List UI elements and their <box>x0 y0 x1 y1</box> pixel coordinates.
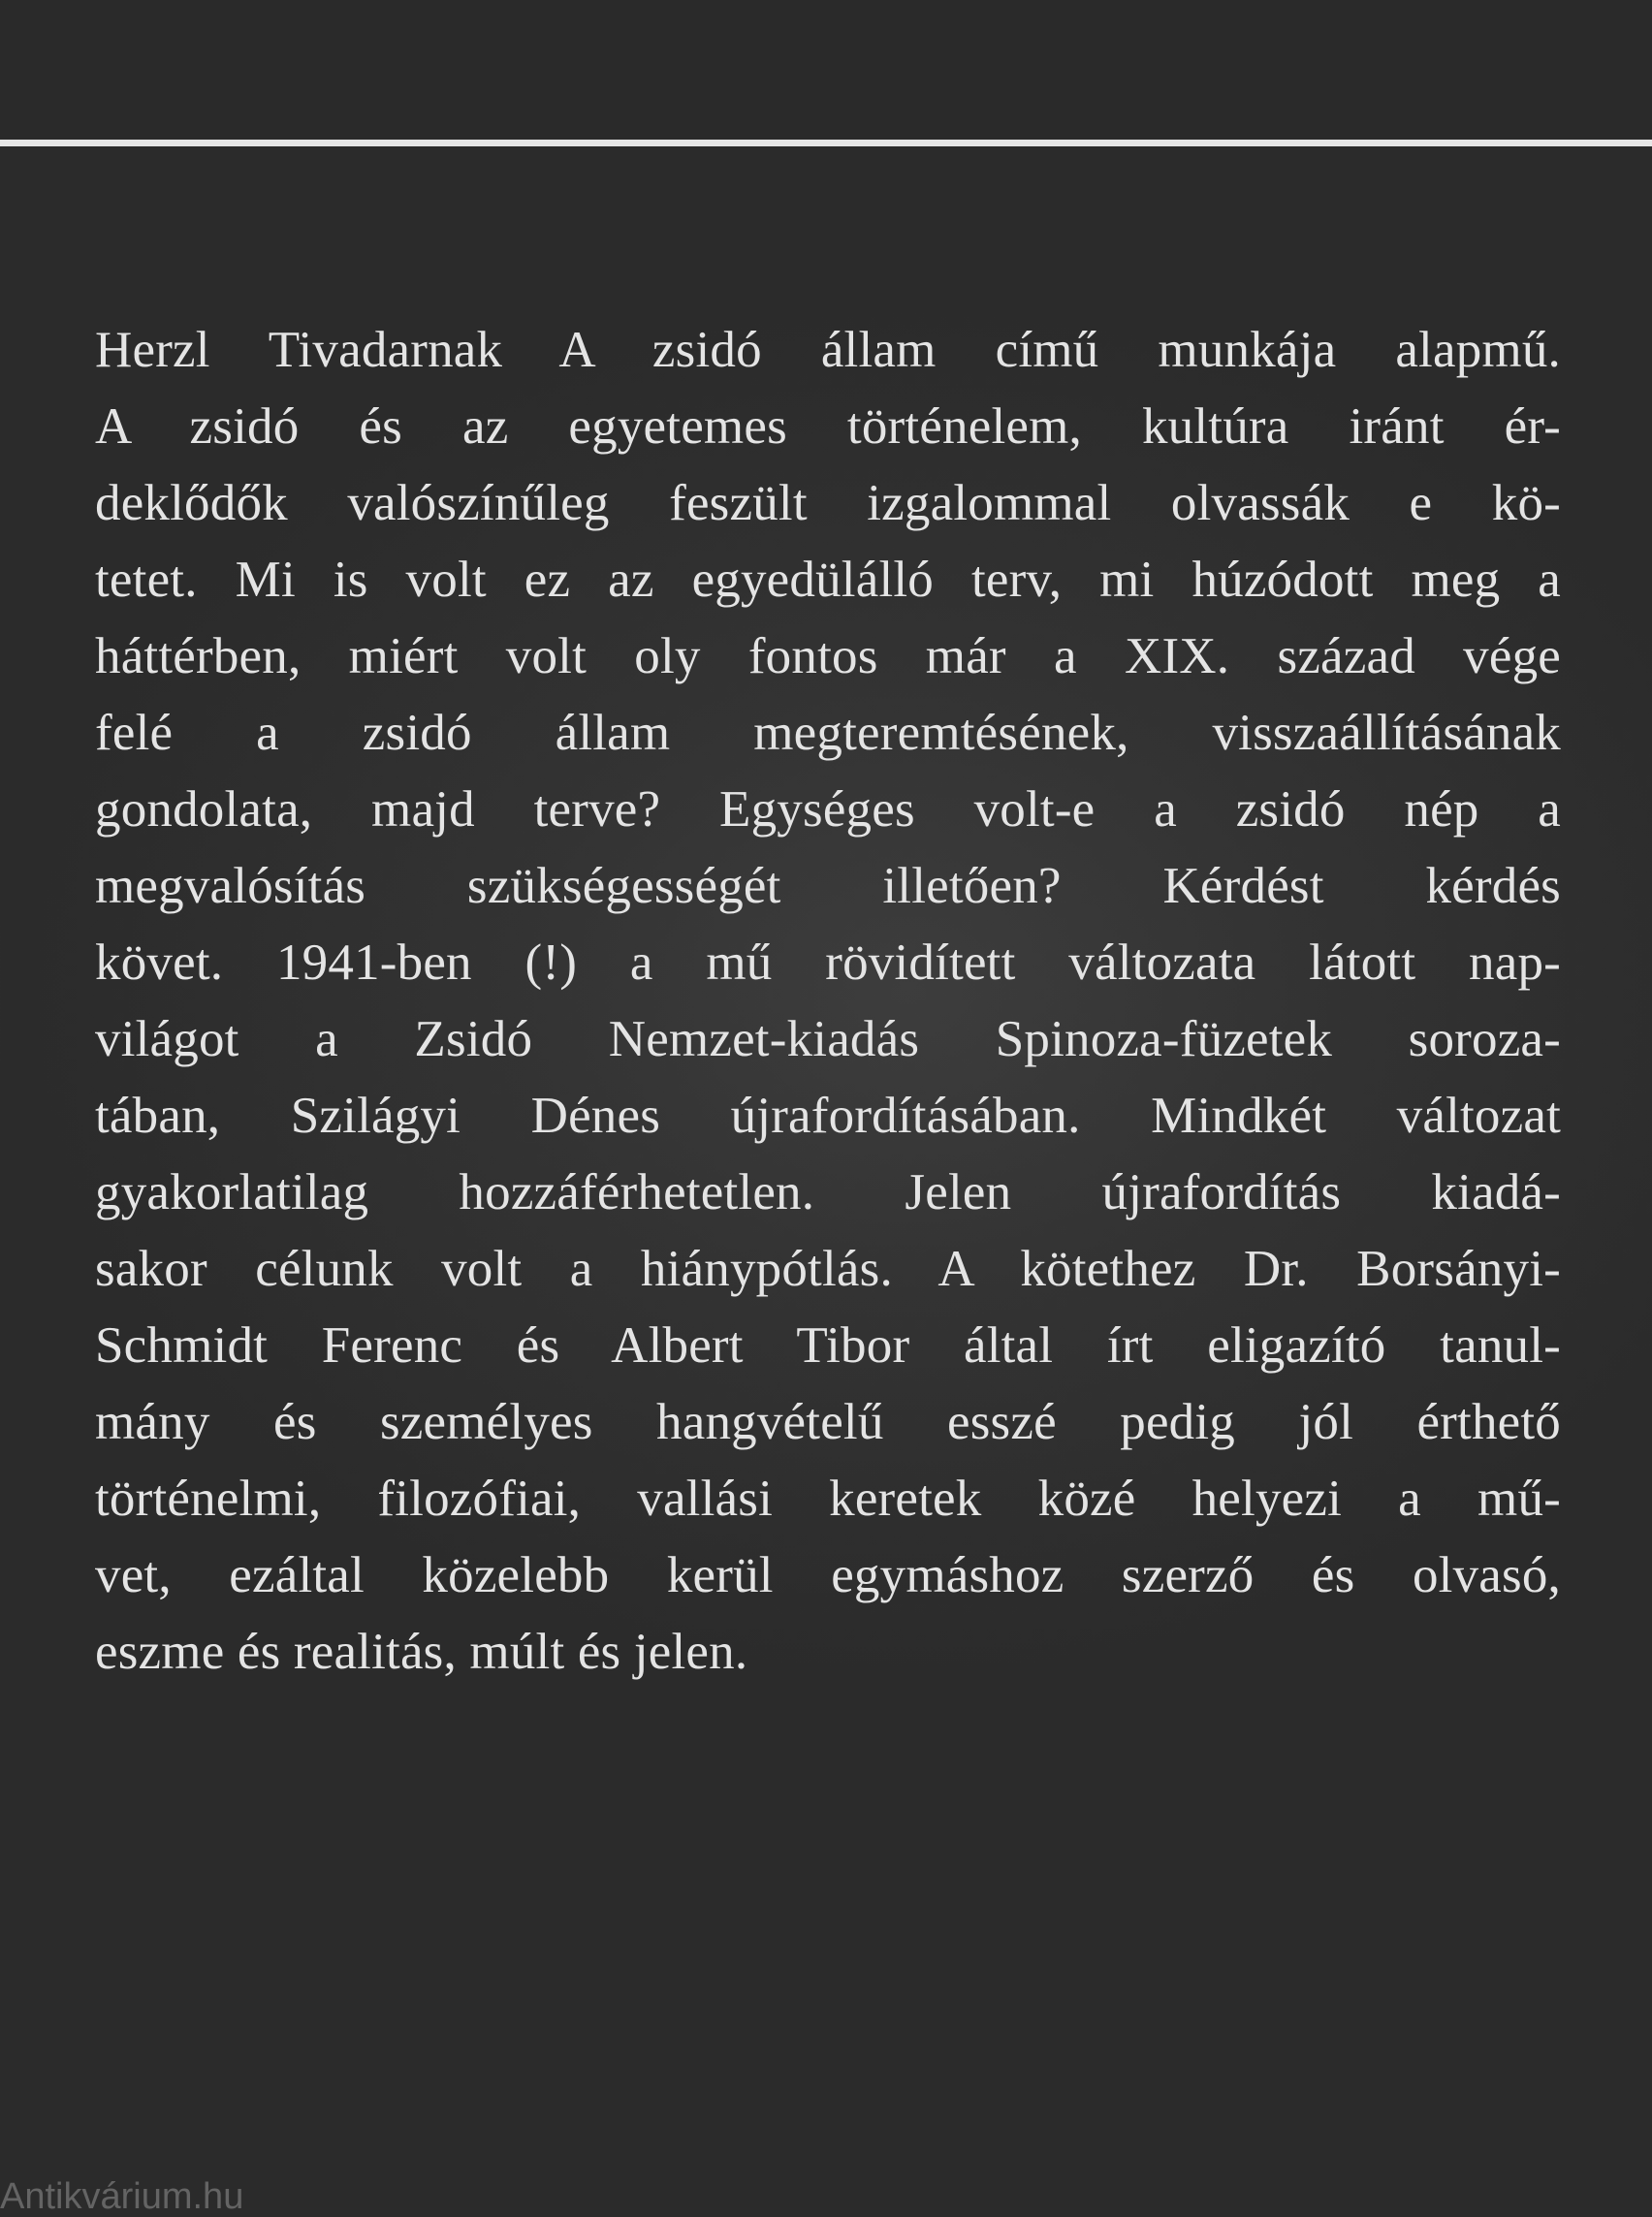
blurb-line: történelmi, filozófiai, vallási keretek közé helyezi a mű- <box>95 1471 1561 1527</box>
blurb-line: háttérben, miért volt oly fontos már a XIX. század vége <box>95 628 1561 684</box>
horizontal-rule <box>0 140 1652 146</box>
blurb-line: felé a zsidó állam megteremtésének, visszaállításának <box>95 705 1561 761</box>
blurb-line: megvalósítás szükségességét illetően? Kérdést kérdés <box>95 858 1561 914</box>
blurb-line: Herzl Tivadarnak A zsidó állam című munkája alapmű. <box>95 322 1561 378</box>
blurb-line: Schmidt Ferenc és Albert Tibor által írt eligazító tanul- <box>95 1317 1561 1374</box>
blurb-line: mány és személyes hangvételű esszé pedig jól érthető <box>95 1394 1561 1450</box>
blurb-line: A zsidó és az egyetemes történelem, kultúra iránt ér- <box>95 398 1561 455</box>
back-cover-blurb <box>95 312 1561 1691</box>
blurb-line: tetet. Mi is volt ez az egyedülálló terv, mi húzódott meg a <box>95 552 1561 608</box>
top-band <box>0 0 1652 143</box>
blurb-line: követ. 1941-ben (!) a mű rövidített változata látott nap- <box>95 934 1561 991</box>
blurb-line: tában, Szilágyi Dénes újrafordításában. Mindkét változat <box>95 1088 1561 1144</box>
blurb-line: sakor célunk volt a hiánypótlás. A kötethez Dr. Borsányi- <box>95 1241 1561 1297</box>
blurb-line: vet, ezáltal közelebb kerül egymáshoz szerző és olvasó, <box>95 1547 1561 1603</box>
watermark: Antikvárium.hu <box>0 2176 244 2217</box>
blurb-line: világot a Zsidó Nemzet-kiadás Spinoza-füzetek soroza- <box>95 1011 1561 1067</box>
blurb-line: gyakorlatilag hozzáférhetetlen. Jelen újrafordítás kiadá- <box>95 1164 1561 1220</box>
blurb-line: deklődők valószínűleg feszült izgalommal olvassák e kö- <box>95 475 1561 531</box>
blurb-line: eszme és realitás, múlt és jelen. <box>95 1624 748 1680</box>
blurb-line: gondolata, majd terve? Egységes volt-e a zsidó nép a <box>95 781 1561 838</box>
